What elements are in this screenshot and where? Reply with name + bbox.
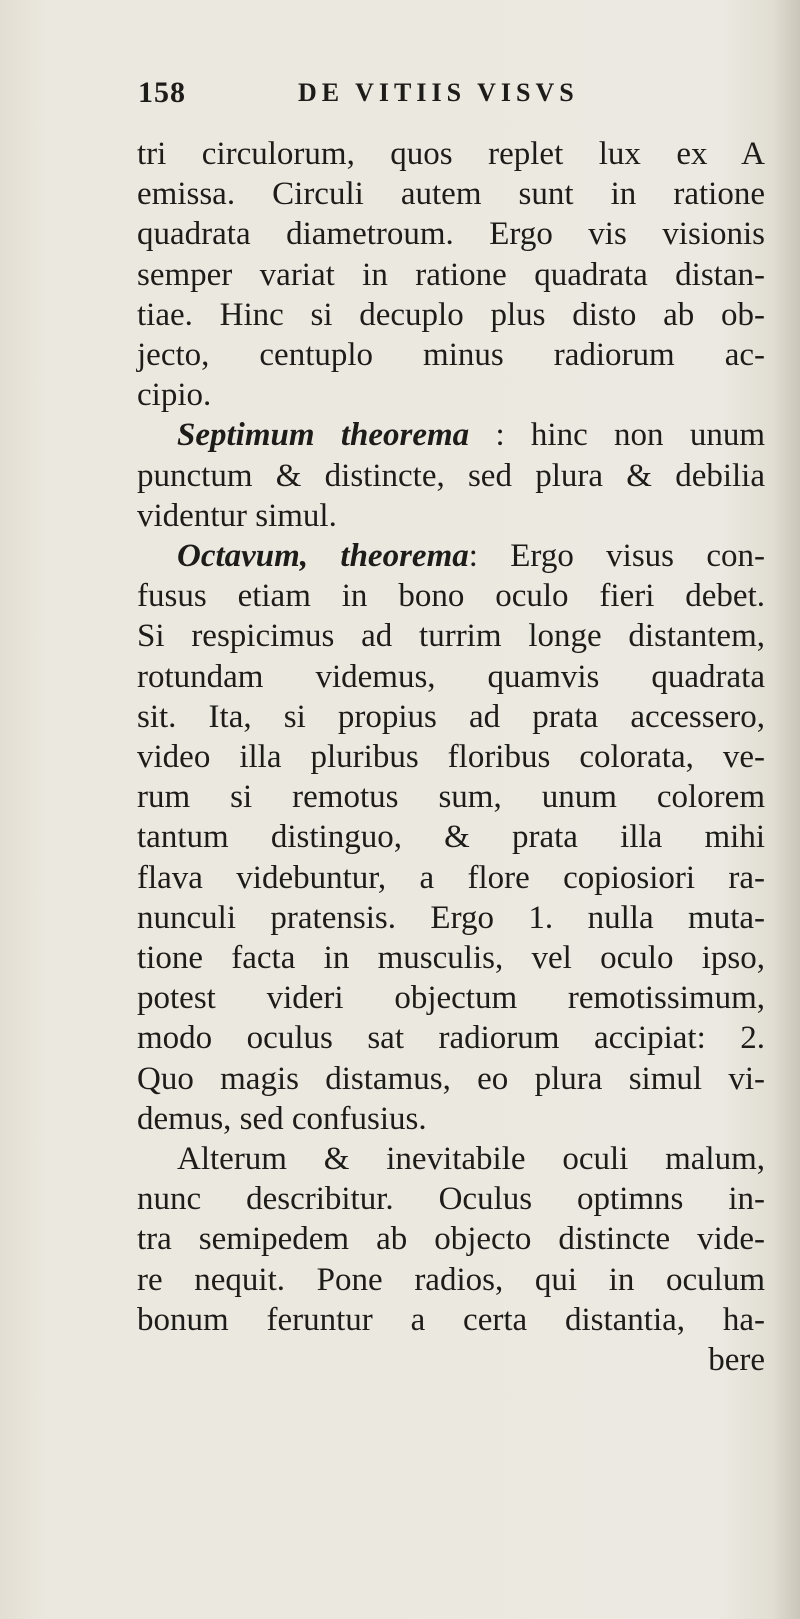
line-text: modo oculus sat radiorum accipiat: 2. (137, 1020, 765, 1057)
text-line (137, 1260, 765, 1300)
line-text: nunc describitur. Oculus optimns in- (137, 1181, 765, 1218)
line-text: : Ergo visus con- (468, 538, 765, 575)
line-text: tione facta in musculis, vel oculo ipso, (137, 940, 765, 977)
line-text: Quo magis distamus, eo plura simul vi- (137, 1060, 765, 1097)
page-edge-shadow (772, 0, 800, 1619)
line-text: tiae. Hinc si decuplo plus disto ab ob- (137, 296, 765, 333)
line-text: Si respicimus ad turrim longe distantem, (137, 618, 765, 655)
text-line (137, 978, 765, 1018)
text-line (137, 1139, 765, 1179)
text-line (137, 255, 765, 295)
text-line (137, 174, 765, 214)
line-text: tantum distinguo, & prata illa mihi (137, 819, 765, 856)
line-text: cipio. (137, 377, 212, 414)
text-line (137, 938, 765, 978)
text-line (137, 496, 765, 536)
theorem-heading: Octavum, theorema (177, 538, 469, 575)
line-text: rotundam videmus, quamvis quadrata (137, 658, 765, 695)
text-line (137, 697, 765, 737)
text-line (137, 415, 765, 455)
line-text: rum si remotus sum, unum colorem (137, 779, 765, 816)
text-line (137, 616, 765, 656)
line-text: videntur simul. (137, 497, 337, 534)
line-text: demus, sed confusius. (137, 1100, 427, 1137)
text-line (137, 858, 765, 898)
text-line (137, 777, 765, 817)
line-text: tra semipedem ab objecto distincte vide- (137, 1221, 765, 1258)
line-text: sit. Ita, si propius ad prata accessero, (137, 698, 765, 735)
text-line (137, 335, 765, 375)
text-line (137, 536, 765, 576)
line-text: flava videbuntur, a flore copiosiori ra- (137, 859, 765, 896)
line-text: quadrata diametroum. Ergo vis visionis (137, 216, 765, 253)
line-text: Alterum & inevitabile oculi malum, (177, 1141, 765, 1178)
line-text: jecto, centuplo minus radiorum ac- (137, 337, 765, 374)
text-line (137, 898, 765, 938)
line-text: : hinc non unum (469, 417, 765, 454)
body-text (137, 134, 765, 1380)
text-line (137, 1340, 765, 1380)
line-text: bonum feruntur a certa distantia, ha- (137, 1301, 765, 1338)
text-line (137, 295, 765, 335)
text-line (137, 1018, 765, 1058)
text-line (137, 375, 765, 415)
text-line (137, 1099, 765, 1139)
text-line (137, 134, 765, 174)
text-line (137, 1059, 765, 1099)
line-text: fusus etiam in bono oculo fieri debet. (137, 578, 765, 615)
text-line (137, 456, 765, 496)
line-text: nunculi pratensis. Ergo 1. nulla muta- (137, 899, 765, 936)
line-text: punctum & distincte, sed plura & debilia (137, 457, 765, 494)
line-text: bere (708, 1342, 765, 1379)
text-line (137, 737, 765, 777)
line-text: video illa pluribus floribus colorata, ve- (137, 739, 765, 776)
page-header (138, 76, 740, 120)
text-line (137, 214, 765, 254)
line-text: tri circulorum, quos replet lux ex A (137, 136, 765, 172)
line-text: emissa. Circuli autem sunt in ratione (137, 176, 765, 213)
text-line (137, 657, 765, 697)
text-line (137, 1300, 765, 1340)
line-text: re nequit. Pone radios, qui in oculum (137, 1261, 765, 1298)
line-text: semper variat in ratione quadrata distan- (137, 256, 765, 293)
text-line (137, 576, 765, 616)
text-line (137, 817, 765, 857)
theorem-heading: Septimum theorema (177, 417, 470, 454)
running-head: DE VITIIS VISVS (298, 78, 579, 107)
text-line (137, 1219, 765, 1259)
text-line (137, 1179, 765, 1219)
page-number: 158 (138, 76, 186, 109)
line-text: potest videri objectum remotissimum, (137, 980, 765, 1017)
